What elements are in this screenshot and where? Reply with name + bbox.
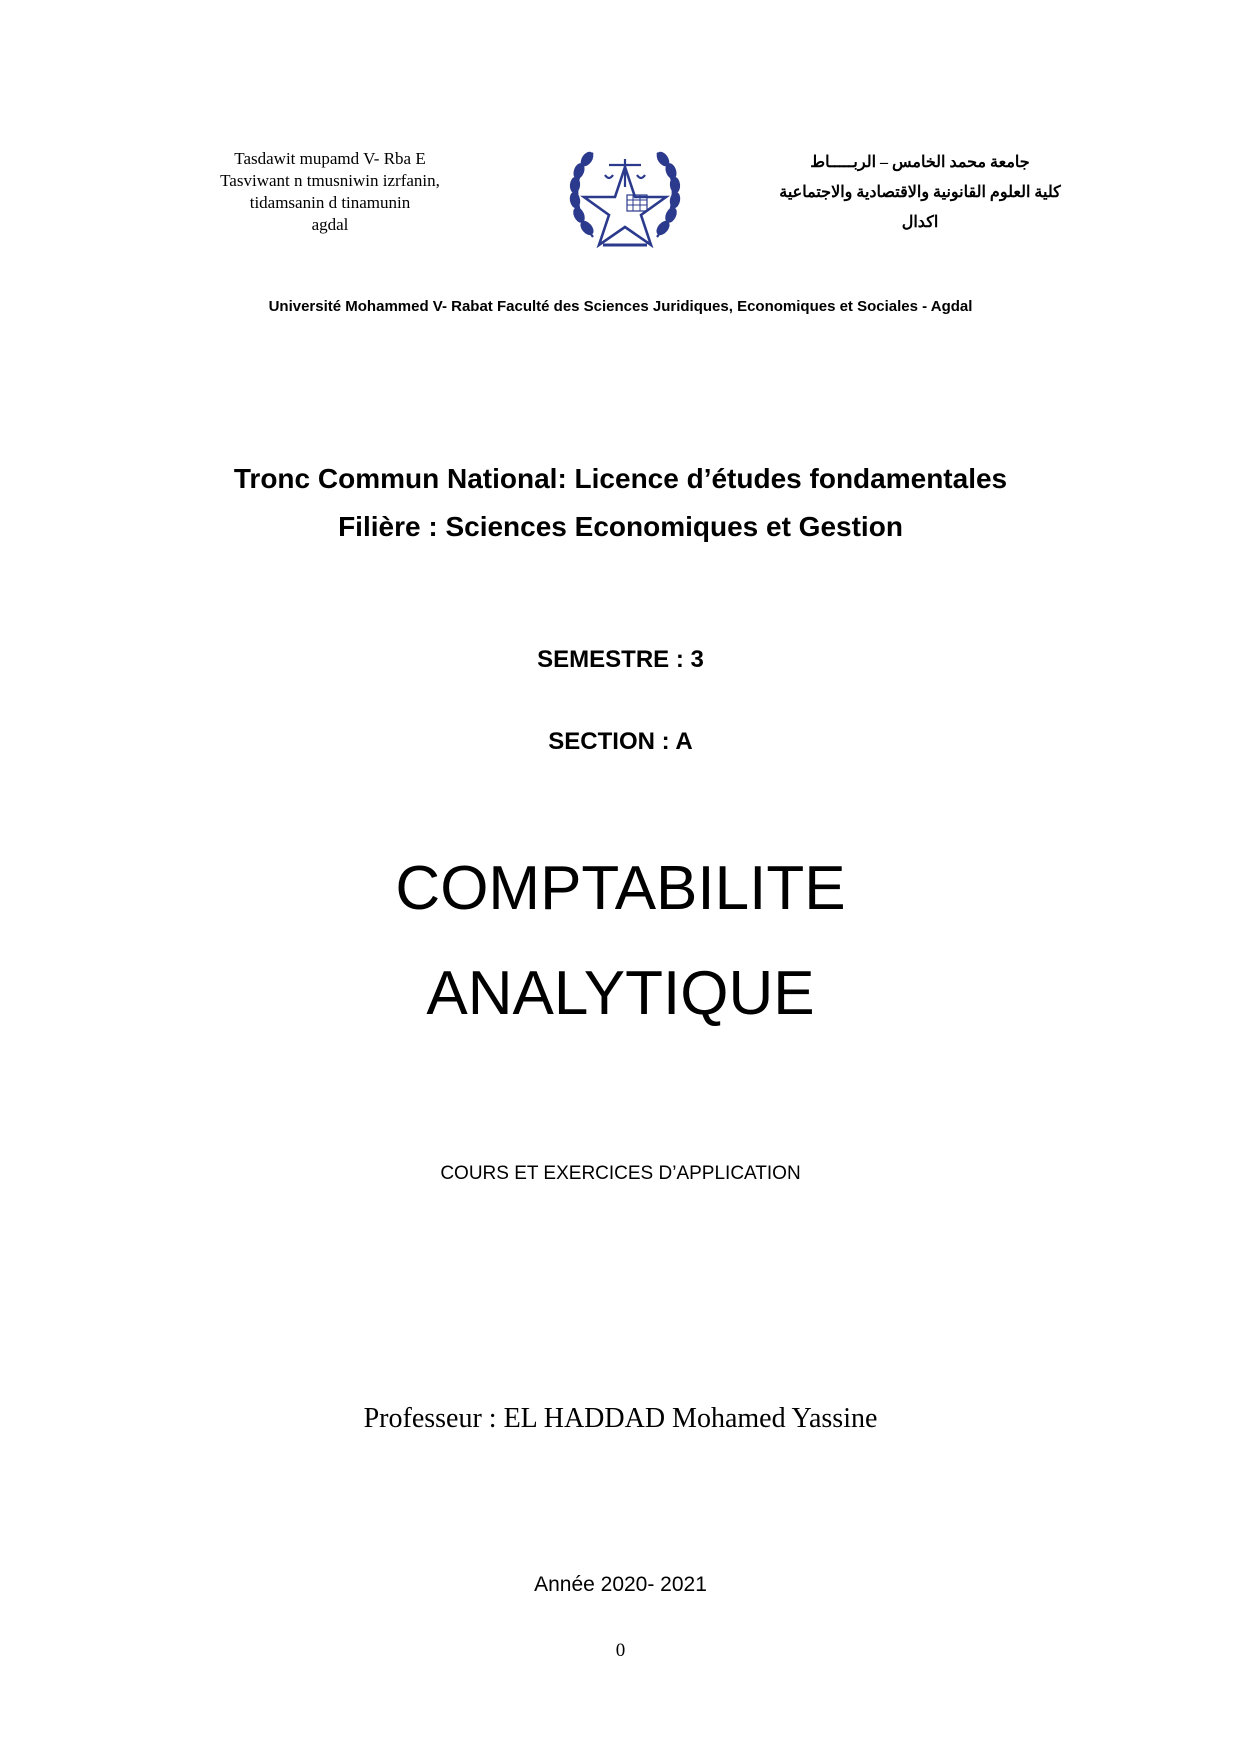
university-emblem-icon bbox=[563, 145, 687, 253]
header-right-line-1: جامعة محمد الخامس – الربـــــاط bbox=[810, 154, 1030, 171]
header-left-block bbox=[175, 148, 485, 236]
semester-label: SEMESTRE : 3 bbox=[537, 646, 704, 673]
professor-line: Professeur : EL HADDAD Mohamed Yassine bbox=[363, 1403, 878, 1434]
page-number: 0 bbox=[615, 1640, 626, 1661]
header-left-line-2: Tasviwant n tmusniwin izrfanin, bbox=[220, 171, 440, 190]
academic-year: Année 2020- 2021 bbox=[534, 1573, 707, 1596]
header-right-line-3: اكدال bbox=[901, 214, 939, 231]
section-label: SECTION : A bbox=[548, 728, 693, 755]
document-title-line-2: ANALYTIQUE bbox=[426, 959, 815, 1028]
document-title-line-1: COMPTABILITE bbox=[395, 854, 846, 923]
header-left-line-3: tidamsanin d tinamunin bbox=[249, 193, 411, 212]
header-right-block bbox=[720, 148, 1120, 238]
header-left-line-4: agdal bbox=[311, 215, 349, 234]
document-subtitle: COURS ET EXERCICES D’APPLICATION bbox=[440, 1163, 801, 1184]
header-right-line-2: كلية العلوم القانونية والاقتصادية والاجتماعية bbox=[779, 184, 1061, 201]
university-line: Université Mohammed V- Rabat Faculté des Sciences Juridiques, Economiques et Sociales - Agdal bbox=[268, 298, 973, 315]
program-line-1: Tronc Commun National: Licence d’études fondamentales bbox=[233, 463, 1008, 494]
program-line-2: Filière : Sciences Economiques et Gestion bbox=[338, 511, 903, 542]
header-left-line-1: Tasdawit mupamd V- Rba E bbox=[234, 149, 426, 168]
